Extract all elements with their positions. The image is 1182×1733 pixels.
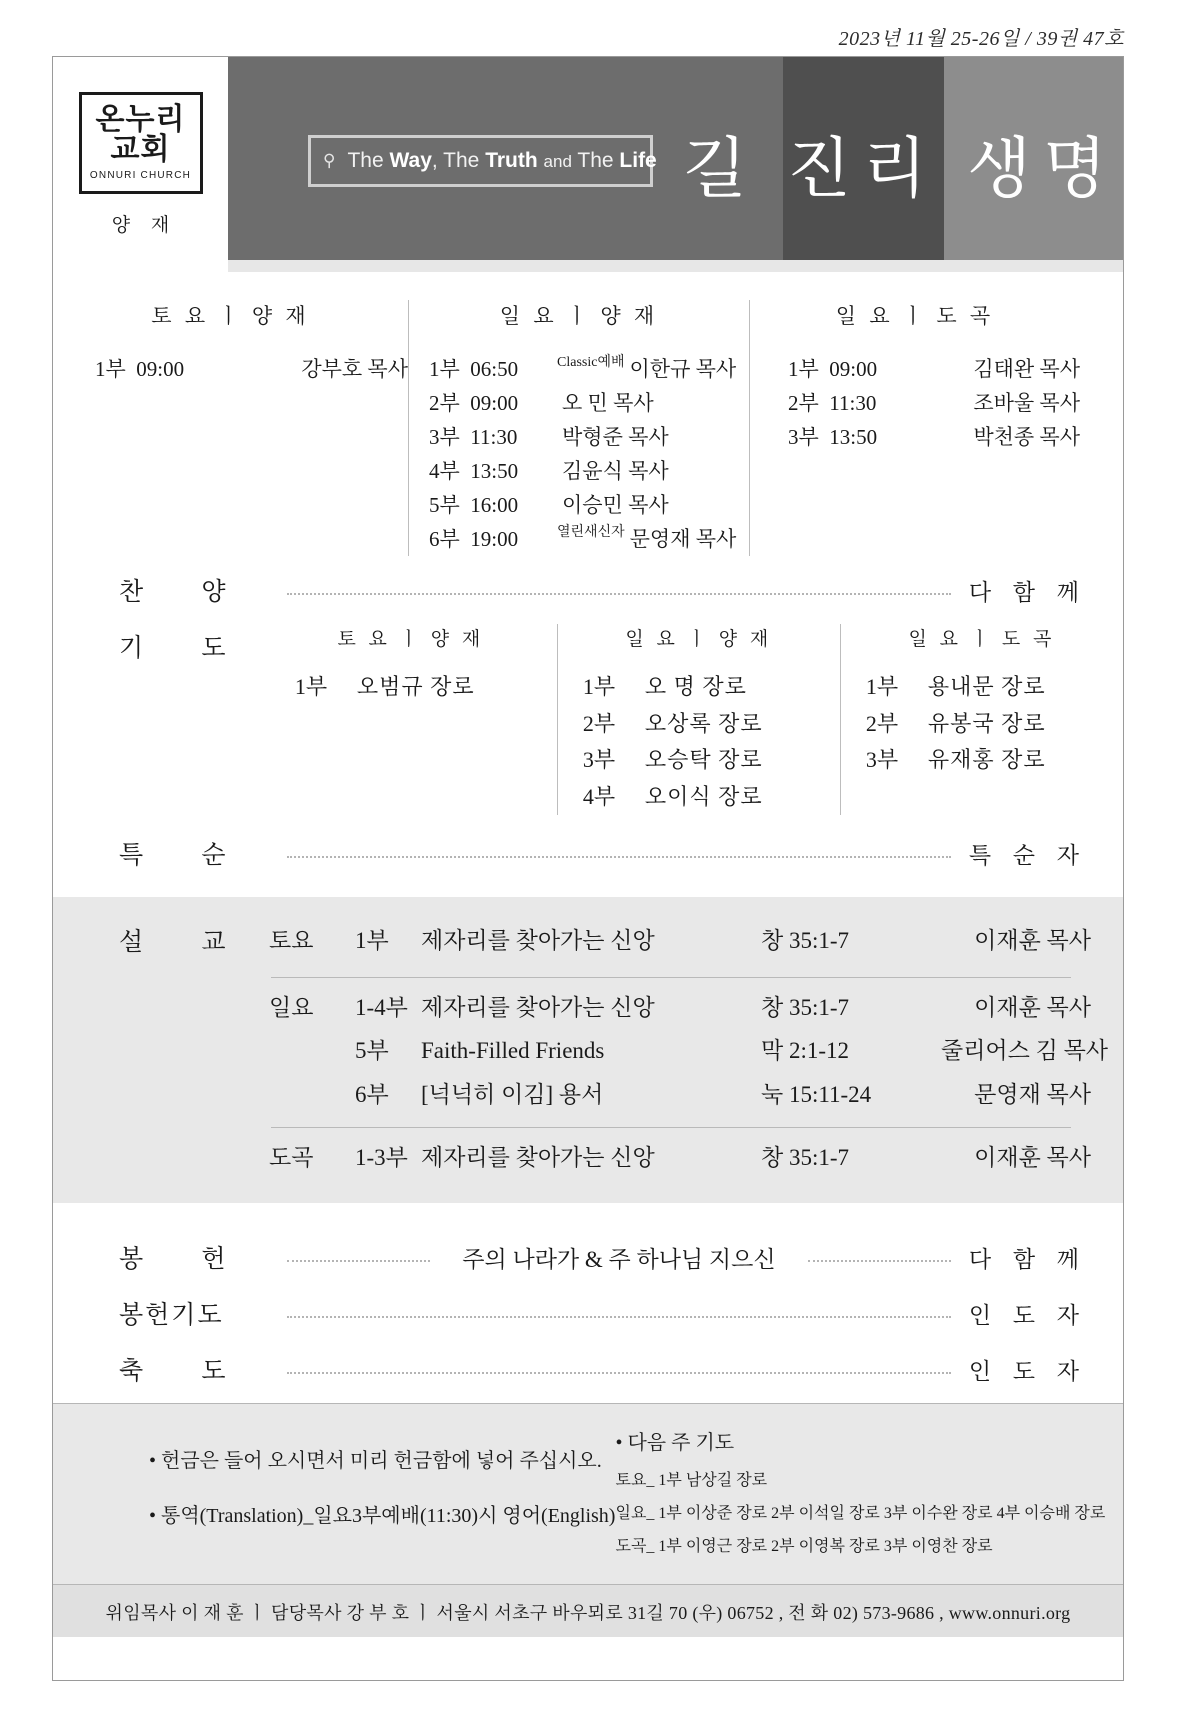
service-column-head: 일 요 ㅣ 도 곡 — [835, 304, 995, 328]
leader-dots — [287, 593, 951, 595]
prayer-column-head: 토 요 ㅣ 양 재 — [337, 629, 485, 651]
sermon-part: 5부 — [355, 1038, 389, 1064]
next-week-prayer-item: 도곡_ 1부 이영근 장로 2부 이영복 장로 3부 이영찬 장로 — [615, 1538, 993, 1556]
prayer-row — [265, 669, 557, 706]
sermon-verse: 막 2:1-12 — [761, 1038, 850, 1064]
sermon-verse: 창 35:1-7 — [761, 928, 850, 954]
offering-prayer-leader: 인 도 자 — [968, 1302, 1087, 1328]
service-column-sunday-yangjae — [408, 300, 750, 556]
sermon-section — [53, 897, 1123, 1203]
prayer-part: 4부 — [582, 783, 616, 809]
sermon-part: 1부 — [355, 928, 389, 954]
order-row-offering-prayer — [53, 1285, 1123, 1341]
order-row-praise — [53, 562, 1123, 618]
prayer-label: 기 도 — [119, 635, 252, 663]
sermon-title: 제자리를 찾아가는 신앙 — [421, 928, 655, 954]
sermon-title: Faith-Filled Friends — [421, 1038, 605, 1064]
prayer-row — [841, 742, 1123, 779]
next-week-prayer-item: 일요_ 1부 이상준 장로 2부 이석일 장로 3부 이수완 장로 4부 이승배 장로 — [615, 1505, 1106, 1523]
footer-bar — [53, 1584, 1123, 1637]
service-time: 1부 06:50 — [429, 357, 519, 381]
prayer-row — [558, 669, 840, 706]
order-row-offering — [53, 1229, 1123, 1285]
service-pastor: 강부호 목사 — [301, 357, 408, 381]
prayer-person: 유봉국 장로 — [927, 710, 1046, 736]
logo-mark — [79, 92, 203, 194]
praise-label: 찬 양 — [119, 579, 252, 607]
leader-dots — [287, 856, 951, 858]
service-time: 3부 13:50 — [788, 425, 878, 450]
service-pastor: 박천종 목사 — [973, 425, 1080, 450]
slogan-box — [308, 135, 657, 187]
service-pastor: 이한규 목사 — [629, 357, 737, 381]
prayer-row — [841, 706, 1123, 743]
prayer-person: 유재홍 장로 — [927, 747, 1046, 773]
service-row — [750, 386, 1080, 420]
search-icon: ⚲ — [323, 151, 336, 170]
service-pastor: 이승민 목사 — [562, 493, 669, 518]
service-row — [409, 352, 749, 386]
sermon-part: 1-4부 — [355, 994, 408, 1020]
prayer-column-sunday-dogok — [841, 624, 1123, 815]
order-row-special — [53, 825, 1123, 881]
benediction-leader: 인 도 자 — [968, 1358, 1087, 1384]
prayer-part: 1부 — [294, 674, 328, 700]
prayer-person: 오범규 장로 — [356, 674, 475, 700]
sermon-label-spacer — [119, 1073, 269, 1117]
sermon-pastor: 줄리어스 김 목사 — [941, 1038, 1109, 1064]
sermon-day: 일요 — [269, 994, 314, 1020]
bulletin-body — [53, 272, 1123, 1637]
footer-text: 위임목사 이 재 훈 ㅣ 담당목사 강 부 호 ㅣ 서울시 서초구 바우뫼로 31길 70 (우) 06752 , 전 화 02) 573-9686 , www.onnuri.org — [105, 1603, 1071, 1624]
church-logo — [53, 57, 228, 272]
prayer-person: 오상록 장로 — [644, 710, 763, 736]
service-time: 1부 09:00 — [788, 357, 878, 381]
prayer-part: 2부 — [865, 710, 899, 736]
prayer-row — [558, 742, 840, 779]
sermon-verse: 눅 15:11-24 — [761, 1082, 872, 1108]
logo-kr-line2: 교회 — [110, 133, 171, 167]
header-banner — [53, 57, 1123, 272]
service-pastor: 조바울 목사 — [973, 391, 1080, 416]
service-pastor: 오 민 목사 — [562, 391, 654, 416]
service-time: 4부 13:50 — [429, 459, 519, 484]
next-week-prayer-item: 토요_ 1부 남상길 장로 — [615, 1472, 768, 1490]
service-row — [750, 420, 1080, 454]
service-column-head: 일 요 ㅣ 양 재 — [499, 304, 659, 328]
service-row — [409, 454, 749, 488]
prayer-part: 1부 — [582, 674, 616, 700]
prayer-person: 오이식 장로 — [644, 783, 763, 809]
sermon-part: 1-3부 — [355, 1144, 408, 1170]
notes-left-column — [93, 1426, 615, 1566]
prayer-row — [558, 779, 840, 816]
prayer-part: 1부 — [865, 674, 899, 700]
offering-label: 봉 헌 — [119, 1246, 252, 1274]
offering-prayer-label: 봉헌기도 — [119, 1302, 224, 1330]
service-time: 5부 16:00 — [429, 493, 519, 518]
service-column-saturday-yangjae — [53, 300, 408, 556]
special-label: 특 순 — [119, 842, 252, 870]
note-item: • 헌금은 들어 오시면서 미리 헌금함에 넣어 주십시오. — [149, 1450, 602, 1473]
sermon-label-spacer — [119, 986, 269, 1030]
leader-dots — [287, 1372, 951, 1374]
sermon-row — [53, 1136, 1123, 1180]
service-tag: 열린새신자 — [557, 525, 625, 541]
service-time: 3부 11:30 — [429, 425, 518, 450]
sermon-divider — [271, 977, 1071, 978]
slogan-text: The Way, The Truth and The Life — [347, 149, 657, 172]
note-item: • 통역(Translation)_일요3부예배(11:30)시 영어(English) — [149, 1505, 616, 1528]
sermon-pastor: 이재훈 목사 — [974, 928, 1091, 954]
sermon-label-spacer — [119, 1136, 269, 1180]
service-tag: Classic예배 — [557, 355, 625, 370]
sermon-verse: 창 35:1-7 — [761, 1144, 850, 1170]
prayer-person: 오승탁 장로 — [644, 747, 763, 773]
banner-bottom-strip — [228, 260, 1123, 272]
prayer-part: 2부 — [582, 710, 616, 736]
service-time: 1부 09:00 — [95, 357, 185, 381]
leader-dots — [287, 1260, 430, 1262]
sermon-row — [53, 986, 1123, 1030]
offering-leader: 다 함 께 — [968, 1246, 1088, 1272]
issue-date: 2023년 11월 25-26일 / 39권 47호 — [838, 28, 1124, 50]
service-column-sunday-dogok — [750, 300, 1080, 556]
sermon-day: 도곡 — [269, 1144, 314, 1170]
bulletin-frame — [52, 56, 1124, 1681]
sermon-label: 설 교 — [119, 929, 252, 957]
special-performer: 특 순 자 — [968, 842, 1087, 868]
leader-dots — [808, 1260, 951, 1262]
branch-name: 양 재 — [111, 215, 178, 236]
sermon-title: 제자리를 찾아가는 신앙 — [421, 994, 655, 1020]
prayer-column-head: 일 요 ㅣ 양 재 — [625, 629, 773, 651]
service-pastor: 문영재 목사 — [629, 527, 737, 552]
praise-leader: 다 함 께 — [968, 579, 1087, 605]
sermon-divider — [271, 1127, 1071, 1128]
sermon-pastor: 문영재 목사 — [974, 1082, 1091, 1108]
sermon-day: 토요 — [269, 928, 314, 954]
prayer-part: 3부 — [582, 747, 616, 773]
service-row — [409, 522, 749, 556]
offering-hymn: 주의 나라가 & 주 하나님 지으신 — [462, 1246, 776, 1272]
sermon-title: [넉넉히 이김] 용서 — [421, 1082, 604, 1108]
sermon-verse: 창 35:1-7 — [761, 994, 850, 1020]
sermon-part: 6부 — [355, 1082, 389, 1108]
leader-dots — [287, 1316, 951, 1318]
sermon-pastor: 이재훈 목사 — [974, 994, 1091, 1020]
prayer-part: 3부 — [865, 747, 899, 773]
sermon-label-spacer — [119, 1029, 269, 1073]
service-pastor: 박형준 목사 — [562, 425, 669, 450]
prayer-person: 오 명 장로 — [644, 674, 747, 700]
prayer-column-head: 일 요 ㅣ 도 곡 — [908, 629, 1056, 651]
service-pastor: 김윤식 목사 — [562, 459, 669, 484]
order-row-prayer — [53, 618, 1123, 825]
service-row — [409, 488, 749, 522]
service-row — [53, 352, 408, 386]
notes-section — [53, 1403, 1123, 1584]
service-time: 2부 09:00 — [429, 391, 519, 416]
sermon-day-spacer — [269, 1029, 355, 1073]
sermon-title: 제자리를 찾아가는 신앙 — [421, 1144, 655, 1170]
notes-right-column — [615, 1426, 1105, 1566]
service-times — [53, 272, 1123, 562]
service-pastor: 김태완 목사 — [973, 357, 1080, 381]
prayer-row — [841, 669, 1123, 706]
prayer-column-sunday-yangjae — [557, 624, 841, 815]
prayer-row — [558, 706, 840, 743]
logo-kr-line1: 온누리 — [95, 102, 186, 136]
sermon-day-spacer — [269, 1073, 355, 1117]
sermon-row — [53, 1073, 1123, 1117]
service-row — [409, 420, 749, 454]
sermon-row — [53, 919, 1123, 967]
service-time: 2부 11:30 — [788, 391, 877, 416]
order-row-benediction — [53, 1341, 1123, 1397]
service-column-head: 토 요 ㅣ 양 재 — [151, 304, 310, 328]
sermon-row — [53, 1029, 1123, 1073]
benediction-label: 축 도 — [119, 1358, 252, 1386]
banner-graphic — [228, 57, 1123, 272]
banner-title: 길 진리 생명 — [683, 133, 1119, 206]
service-row — [409, 386, 749, 420]
logo-en: ONNURI CHURCH — [89, 170, 192, 181]
service-row — [750, 352, 1080, 386]
prayer-column-saturday-yangjae — [265, 624, 557, 815]
sermon-pastor: 이재훈 목사 — [974, 1144, 1091, 1170]
prayer-person: 용내문 장로 — [927, 674, 1046, 700]
service-time: 6부 19:00 — [429, 527, 519, 552]
next-week-prayer-head: • 다음 주 기도 — [615, 1432, 735, 1455]
